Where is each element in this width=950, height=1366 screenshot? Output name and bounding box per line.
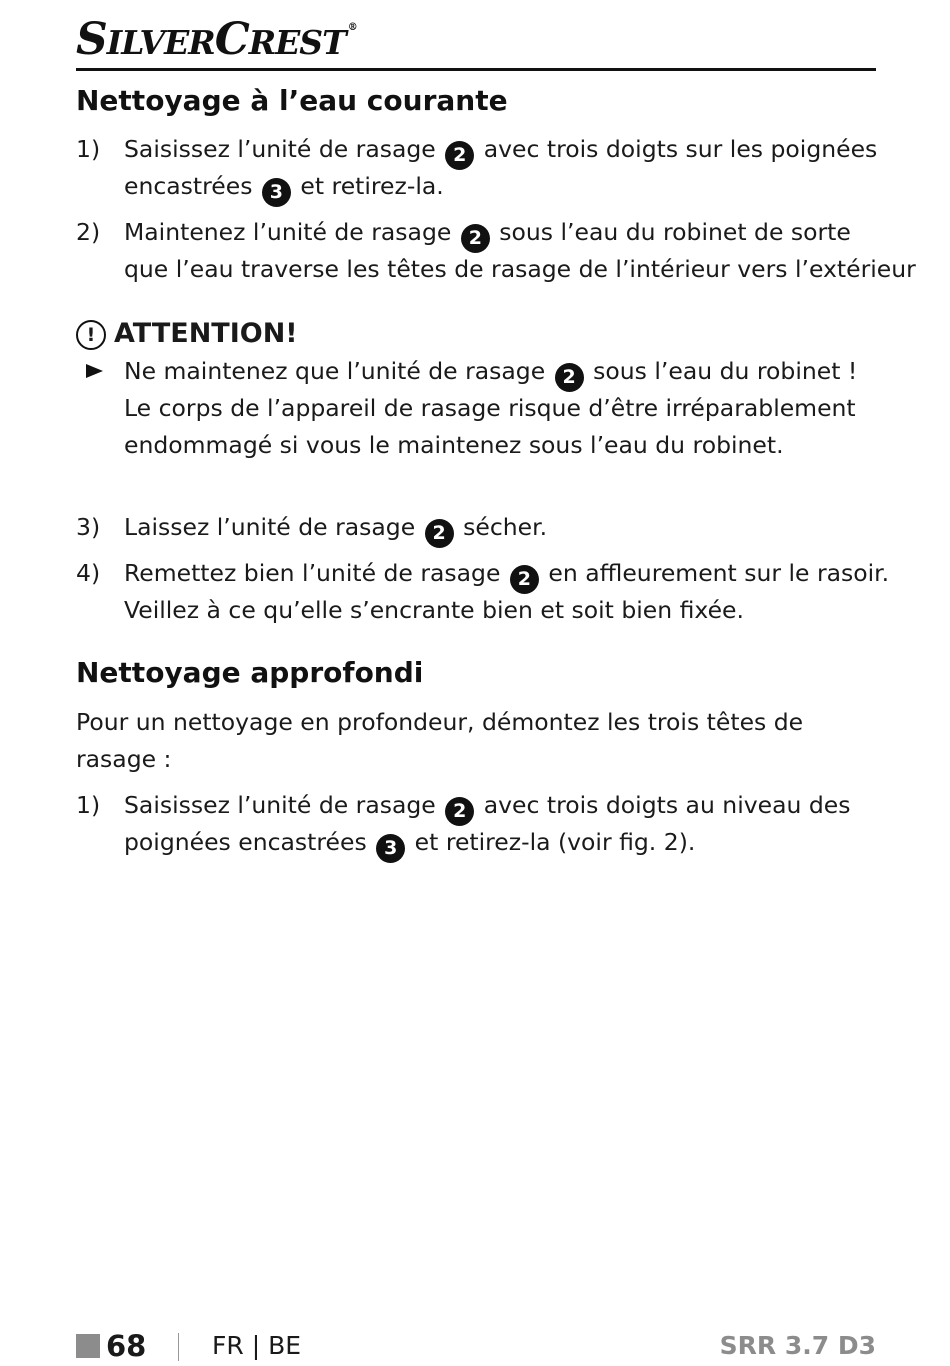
callout-2-icon: 2 bbox=[425, 519, 454, 548]
brand-logo: SILVERCREST ® bbox=[76, 14, 357, 65]
exclamation-circle-icon: ! bbox=[76, 320, 106, 350]
callout-2-icon: 2 bbox=[461, 224, 490, 253]
callout-2-icon: 2 bbox=[445, 797, 474, 826]
callout-3-icon: 3 bbox=[262, 178, 291, 207]
page-footer bbox=[76, 1326, 876, 1366]
step-number: 1) bbox=[76, 135, 101, 163]
page-number: 68 bbox=[106, 1329, 147, 1363]
manual-page: SILVERCREST ® Nettoyage à l’eau courante 1) Saisissez l’unité de rasage 2 avec trois doigts sur les poignées encastrées 3 et retirez-la. 2) Maintenez l’unité de rasage 2 sous l’eau du robinet de sorte que l’eau traverse les têtes de rasage de l’intérieur vers l’extérieur ! ATTENTION! Ne maintenez que l’unité de rasage 2 sous l’eau du robinet ! Le corps de l’appareil de rasage risque d’être irréparablement endommagé si vous le maintenez sous l’eau du robinet. 3) Laissez l’unité de rasage 2 sécher. 4) Remettez bien l’unité de rasage 2 en affleurement sur le rasoir. Veillez à ce qu’elle s’encrante bien et soit bien fixée. Nettoyage approfondi Pour un nettoyage en profondeur, démontez les trois têtes de rasage : 1) Saisissez l’unité de rasage 2 avec trois doigts au niveau des poignées encastrées 3 et retirez-la (voir fig. 2). 68 FR | BE SRR 3.7 D3 bbox=[76, 0, 876, 1365]
callout-2-icon: 2 bbox=[510, 565, 539, 594]
header-rule bbox=[76, 68, 876, 71]
callout-3-icon: 3 bbox=[376, 834, 405, 863]
page-marker-square bbox=[76, 1334, 100, 1358]
attention-line-3: endommagé si vous le maintenez sous l’eau du robinet. bbox=[124, 431, 784, 459]
intro-line-1: Pour un nettoyage en profondeur, démontez les trois têtes de bbox=[76, 708, 804, 736]
attention-line-2: Le corps de l’appareil de rasage risque d’être irréparablement bbox=[124, 394, 856, 422]
section-heading-deep-cleaning: Nettoyage approfondi bbox=[76, 656, 424, 689]
intro-line-2: rasage : bbox=[76, 745, 172, 773]
step-number: 3) bbox=[76, 513, 101, 541]
step-number: 1) bbox=[76, 791, 101, 819]
attention-line-1: Ne maintenez que l’unité de rasage 2 sous l’eau du robinet ! bbox=[124, 353, 857, 392]
step-number: 2) bbox=[76, 218, 101, 246]
section-heading-running-water: Nettoyage à l’eau courante bbox=[76, 84, 508, 117]
language-code: FR | BE bbox=[212, 1331, 302, 1360]
attention-heading: ! ATTENTION! bbox=[76, 318, 298, 350]
bullet-arrow-icon bbox=[86, 364, 103, 378]
model-number: SRR 3.7 D3 bbox=[719, 1331, 876, 1360]
footer-divider bbox=[178, 1333, 179, 1361]
callout-2-icon: 2 bbox=[445, 141, 474, 170]
step-number: 4) bbox=[76, 559, 101, 587]
callout-2-icon: 2 bbox=[555, 363, 584, 392]
